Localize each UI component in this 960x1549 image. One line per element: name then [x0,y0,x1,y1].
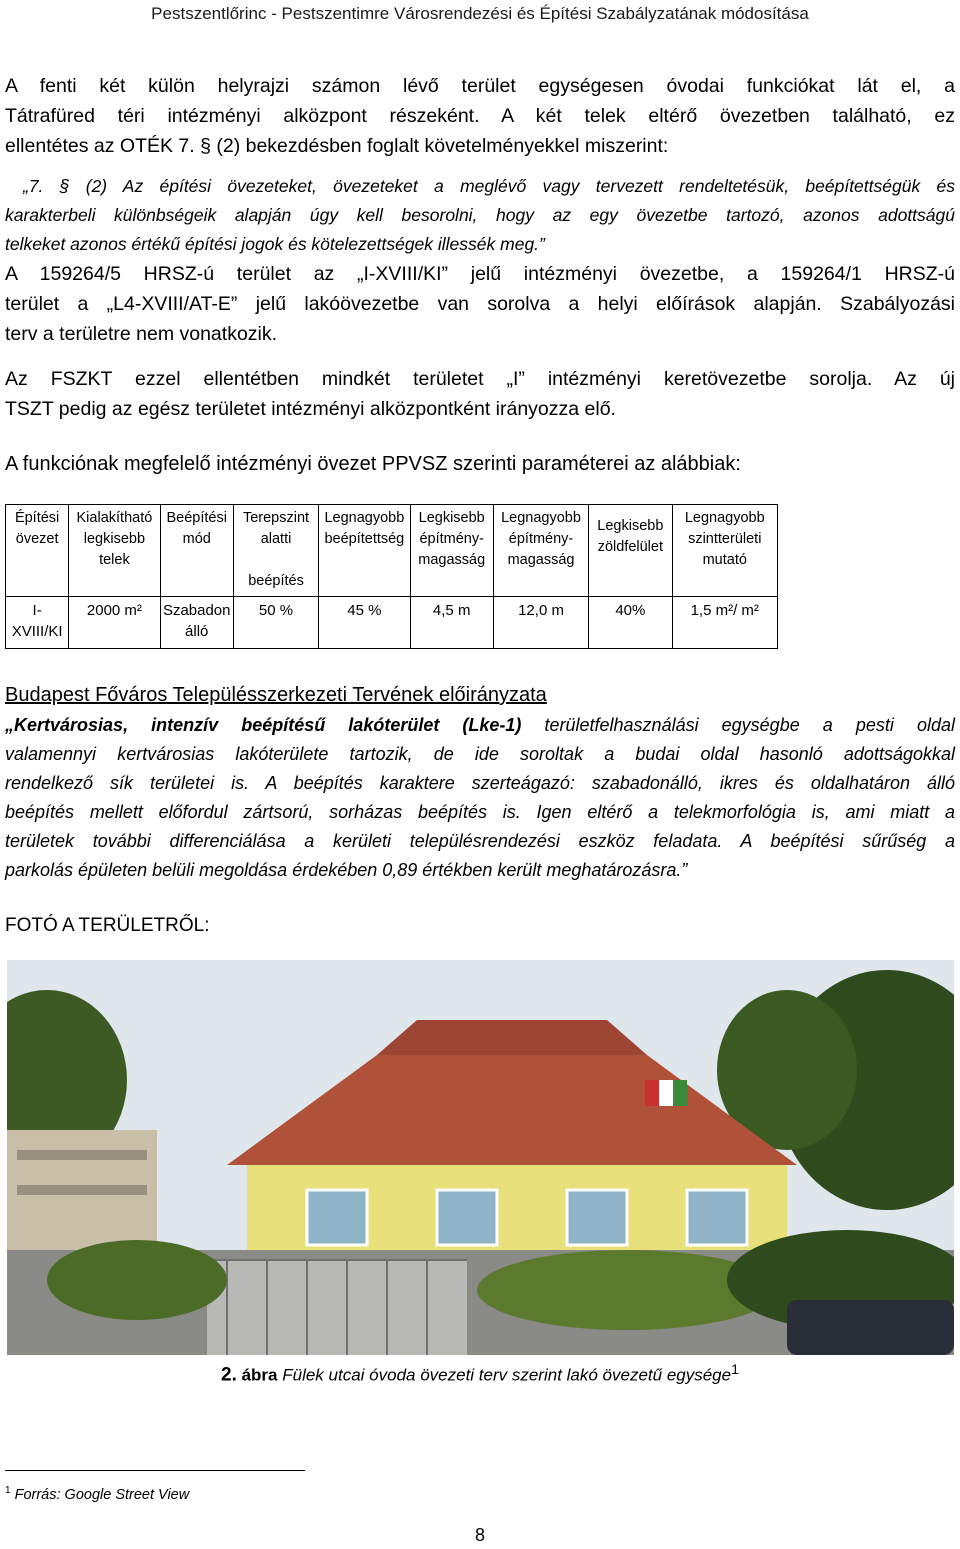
table-row [6,597,778,649]
cell-underground: 50 % [233,597,318,649]
lke-lead: „Kertvárosias, intenzív beépítésű lakóterület (Lke-1) [5,715,522,735]
otek-quote [5,172,955,259]
figure-label: ábra [241,1365,278,1385]
quote-line: karakterbeli különbségeik alapján úgy kell besorolni, hogy az egy övezetbe tartozó, azonos adottságú [5,205,955,225]
intro-line: A fenti két külön helyrajzi számon lévő terület egységesen óvodai funkciókat lát el, a [5,75,955,97]
cell-min-green: 40% [589,597,672,649]
cell-min-height: 4,5 m [410,597,493,649]
header-cell: Legkisebb építmény- magasság [410,505,493,597]
page-header: Pestszentlőrinc - Pestszentimre Városrendezési és Építési Szabályzatának módosítása [151,4,809,23]
cell-max-coverage: 45 % [319,597,410,649]
parameter-table [5,504,778,649]
lke-paragraph [5,711,955,885]
page-number: 8 [474,1525,485,1545]
footnote-ref: 1 [731,1362,739,1378]
table-title: A funkciónak megfelelő intézményi övezet PPVSZ szerinti paraméterei az alábbiak: [5,453,741,475]
figure-caption [0,1362,960,1387]
cell-min-plot: 2000 m² [69,597,160,649]
footnote: $^1$ Forrás: Google Street View [5,1485,190,1503]
header-cell: Építési övezet [6,505,69,597]
table-header-row [6,505,778,597]
lke-line: rendelkező sík területei is. A beépítés karaktere szerteágazó: szabadonálló, ikres és oldalhatáron álló [5,773,955,793]
header-cell: Legkisebb zöldfelület [589,505,672,597]
fszkt-line: TSZT pedig az egész területet intézményi alközpontként irányozza elő. [5,398,616,420]
intro-paragraph [5,71,955,161]
photo-title: FOTÓ A TERÜLETRŐL: [5,915,210,936]
hrsz-line: A 159264/5 HRSZ-ú terület az „I-XVIII/KI” jelű intézményi övezetbe, a 159264/1 HRSZ-ú [5,263,955,285]
intro-line: ellentétes az OTÉK 7. § (2) bekezdésben foglalt követelményekkel miszerint: [5,135,669,157]
fszkt-paragraph [5,364,955,424]
quote-line: „7. § (2) Az építési övezeteket, övezeteket a meglévő vagy tervezett rendeltetésük, beépítettségük és [23,176,955,196]
footnote-divider [5,1470,305,1471]
figure-text: Fülek utcai óvoda övezeti terv szerint lakó övezetű egysége [277,1365,732,1385]
lke-line: „Kertvárosias, intenzív beépítésű lakóterület (Lke-1) területfelhasználási egységbe a pesti oldal [5,715,955,735]
header-cell: Legnagyobb építmény- magasság [493,505,588,597]
lke-line: parkolás épületen belüli megoldása érdekében 0,89 értékben került meghatározásra.” [5,860,688,880]
lke-line: valamennyi kertvárosias lakóterülete tartozik, de ide soroltak a budai oldal hasonló adottságokkal [5,744,955,764]
lke-line: területek további differenciálása a kerületi településrendezési eszköz feladata. A beépítési sűrűség a [5,831,955,851]
cell-floor-ratio: 1,5 m²/ m² [672,597,777,649]
cell-max-height: 12,0 m [493,597,588,649]
header-cell: Beépítési mód [160,505,233,597]
header-cell: Legnagyobb szintterületi mutató [672,505,777,597]
fszkt-line: Az FSZKT ezzel ellentétben mindkét területet „I” intézményi keretövezetbe sorolja. Az új [5,368,955,390]
intro-line: Tátrafüred téri intézményi alközpont részeként. A két telek eltérő övezetben található, ez [5,105,955,127]
cell-zone: I- XVIII/KI [6,597,69,649]
hrsz-line: terv a területre nem vonatkozik. [5,323,278,345]
quote-line: telkeket azonos értékű építési jogok és kötelezettségek illessék meg.” [5,234,545,254]
street-photo [7,960,954,1355]
lke-line: beépítés mellett előfordul zártsorú, sorházas beépítés is. Igen eltérő a telekmorfológia is, ami miatt a [5,802,955,822]
header-cell: Kialakítható legkisebb telek [69,505,160,597]
figure-number: 2. [221,1364,237,1386]
hrsz-line: terület a „L4-XVIII/AT-E” jelű lakóövezetbe van sorolva a helyi előírások alapján. Szabályozási [5,293,955,315]
section-title: Budapest Főváros Településszerkezeti Tervének előirányzata [5,684,547,706]
cell-build-mode: Szabadon álló [160,597,233,649]
hrsz-paragraph [5,259,955,349]
header-cell: Terepszint alatti beépítés [233,505,318,597]
header-cell: Legnagyobb beépítettség [319,505,410,597]
